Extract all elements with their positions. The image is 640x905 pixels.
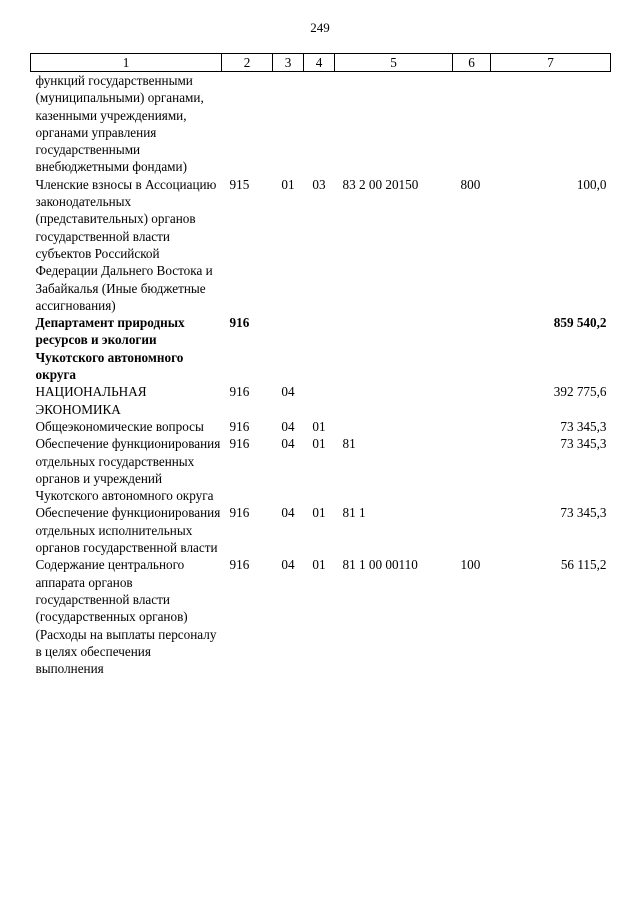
row-name: НАЦИОНАЛЬНАЯ ЭКОНОМИКА [35,384,147,417]
table-row [31,72,611,176]
page-number: 249 [310,20,330,35]
row-vr: 800 [460,176,481,192]
row-target [335,72,453,176]
row-target: 81 1 [342,505,366,521]
row-admin: 916 [229,384,250,400]
row-section [273,72,304,176]
table-row-department [31,314,611,383]
row-name: функций государственными (муниципальными) органами, казенными учреждениями, органами управления государственными внебюджетными фондами) [35,73,204,175]
row-subsection: 01 [312,418,326,434]
row-vr [453,72,491,176]
col-header-subsection: 4 [304,54,335,72]
table-row [31,418,611,435]
row-target: 81 1 00 00110 [342,557,418,573]
row-vr [453,435,491,504]
row-vr [453,383,491,418]
row-subsection [304,72,335,176]
col-header-name: 1 [31,54,222,72]
col-header-section: 3 [273,54,304,72]
row-amount: 100,0 [576,176,607,192]
row-vr: 100 [460,557,481,573]
budget-table [30,53,611,677]
table-row [31,176,611,314]
row-admin: 916 [229,557,250,573]
row-admin: 916 [229,418,250,434]
row-name: Департамент природных ресурсов и экологии Чукотского автономного округа [35,315,185,383]
row-admin: 916 [229,436,250,452]
col-header-vr: 6 [453,54,491,72]
row-vr [453,314,491,383]
row-subsection [304,314,335,383]
row-amount: 73 345,3 [560,418,607,434]
col-header-admin: 2 [222,54,273,72]
row-subsection: 01 [312,505,326,521]
row-target: 81 [342,436,356,452]
row-name: Членские взносы в Ассоциацию законодательных (представительных) органов государственной власти субъектов Российской Федерации Дальнего Востока и Забайкалья (Иные бюджетные ассигнования) [35,176,217,313]
row-amount: 73 345,3 [560,436,607,452]
row-target [335,383,453,418]
row-section: 04 [281,384,295,400]
row-admin [222,72,273,176]
row-section: 04 [281,557,295,573]
row-admin: 915 [229,176,250,192]
row-target [335,418,453,435]
table-row [31,383,611,418]
row-vr [453,418,491,435]
row-amount: 56 115,2 [560,557,607,573]
row-section: 01 [281,176,295,192]
row-amount: 859 540,2 [553,315,607,331]
row-section: 04 [281,436,295,452]
row-amount [491,72,611,176]
row-name: Общеэкономические вопросы [35,418,204,434]
row-admin: 916 [229,315,250,331]
row-name: Содержание центрального аппарата органов государственной власти (государственных органов) (Расходы на выплаты персоналу в целях обеспечения выполнения [35,557,217,677]
table-row [31,556,611,677]
row-subsection: 01 [312,557,326,573]
col-header-target: 5 [335,54,453,72]
table-row [31,435,611,504]
row-subsection: 01 [312,436,326,452]
table-header-row [31,54,611,72]
row-section [273,314,304,383]
row-subsection [304,383,335,418]
row-target: 83 2 00 20150 [342,176,419,192]
table-row [31,504,611,556]
row-amount: 73 345,3 [560,505,607,521]
row-amount: 392 775,6 [553,384,607,400]
row-vr [453,504,491,556]
row-section: 04 [281,505,295,521]
row-name: Обеспечение функционирования отдельных государственных органов и учреждений Чукотского автономного округа [35,436,221,504]
col-header-amount: 7 [491,54,611,72]
row-admin: 916 [229,505,250,521]
row-section: 04 [281,418,295,434]
row-subsection: 03 [312,176,326,192]
row-name: Обеспечение функционирования отдельных исполнительных органов государственной власти [35,505,221,556]
row-target [335,314,453,383]
